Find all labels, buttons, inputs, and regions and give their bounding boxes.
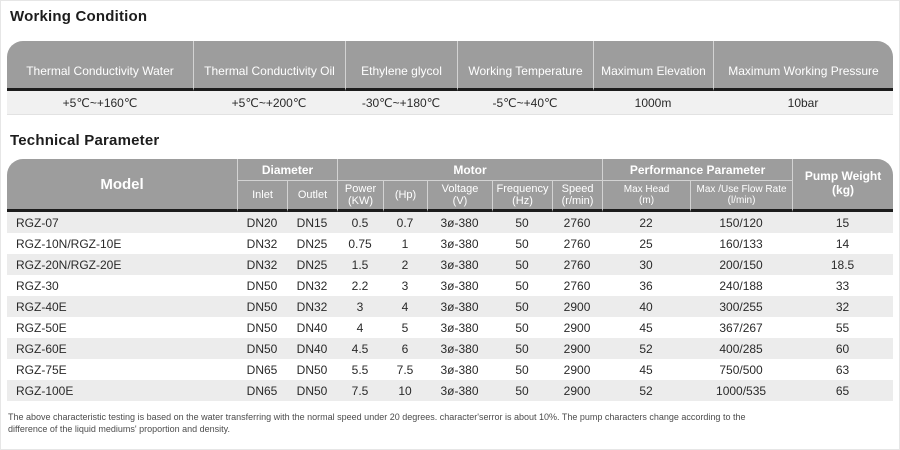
value-cell: 18.5 [792,254,893,275]
model-cell: RGZ-50E [7,317,237,338]
value-cell: 6 [383,338,427,359]
value-cell: 3ø-380 [427,233,492,254]
value-cell: 3ø-380 [427,359,492,380]
subheader-cell: Frequency (Hz) [492,181,552,212]
value-cell: 45 [602,317,690,338]
value-cell: 50 [492,296,552,317]
value-cell: 10 [383,380,427,401]
value-cell: DN32 [237,233,287,254]
value-cell: DN50 [237,296,287,317]
working-condition-title: Working Condition [10,8,148,25]
value-cell: DN50 [287,380,337,401]
value-cell: 160/133 [690,233,792,254]
pump-weight-label: Pump Weight [804,169,882,184]
value-cell: 50 [492,233,552,254]
value-cell: 15 [792,212,893,233]
table-row [7,338,893,359]
working-condition-table [7,41,893,115]
value-cell: DN65 [237,380,287,401]
value-cell: 50 [492,275,552,296]
value-cell: 45 [602,359,690,380]
technical-parameter-table [7,159,893,401]
value-cell: 1.5 [337,254,383,275]
value-cell: 40 [602,296,690,317]
header-cell-max-pressure: Maximum Working Pressure [713,41,893,91]
table-row [7,233,893,254]
subheader-cell: Speed (r/min) [552,181,602,212]
pump-weight-column-header [792,159,893,212]
subheader-cell: (Hp) [383,181,427,212]
model-cell: RGZ-20N/RGZ-20E [7,254,237,275]
value-cell: DN50 [287,359,337,380]
value-cell: DN32 [237,254,287,275]
value-cell: 50 [492,359,552,380]
motor-group-header: Motor [337,159,602,181]
value-cell: DN25 [287,254,337,275]
technical-group-header-row [7,159,893,181]
value-cell: 2900 [552,359,602,380]
value-cell: 50 [492,380,552,401]
model-cell: RGZ-60E [7,338,237,359]
value-cell: 50 [492,254,552,275]
value-cell: 14 [792,233,893,254]
subheader-cell: Outlet [287,181,337,212]
value-cell: 2 [383,254,427,275]
value-cell: 32 [792,296,893,317]
table-row [7,254,893,275]
table-row [7,296,893,317]
header-cell-working-temp: Working Temperature [457,41,593,91]
value-cell: 25 [602,233,690,254]
subheader-cell: Max /Use Flow Rate (l/min) [690,181,792,212]
value-cell: 2760 [552,233,602,254]
value-cell-ethylene-glycol: -30℃~+180℃ [345,91,457,115]
value-cell: 4.5 [337,338,383,359]
value-cell: 33 [792,275,893,296]
diameter-group-header: Diameter [237,159,337,181]
value-cell: 367/267 [690,317,792,338]
value-cell: 2760 [552,212,602,233]
model-cell: RGZ-07 [7,212,237,233]
value-cell: 0.5 [337,212,383,233]
value-cell: 50 [492,317,552,338]
value-cell: 400/285 [690,338,792,359]
value-cell: 52 [602,380,690,401]
value-cell: DN50 [237,317,287,338]
value-cell: 5 [383,317,427,338]
value-cell: 7.5 [337,380,383,401]
value-cell: 200/150 [690,254,792,275]
value-cell: 150/120 [690,212,792,233]
value-cell: 2900 [552,380,602,401]
value-cell: DN40 [287,338,337,359]
value-cell: 3ø-380 [427,296,492,317]
subheader-cell: Inlet [237,181,287,212]
header-cell-thermal-oil: Thermal Conductivity Oil [193,41,345,91]
value-cell: 30 [602,254,690,275]
value-cell: DN25 [287,233,337,254]
value-cell: 52 [602,338,690,359]
model-cell: RGZ-75E [7,359,237,380]
value-cell: 1000/535 [690,380,792,401]
header-cell-thermal-water: Thermal Conductivity Water [7,41,193,91]
table-row [7,212,893,233]
header-cell-ethylene-glycol: Ethylene glycol [345,41,457,91]
value-cell: 50 [492,338,552,359]
value-cell-max-elevation: 1000m [593,91,713,115]
value-cell: 7.5 [383,359,427,380]
value-cell: 60 [792,338,893,359]
model-column-header: Model [7,159,237,212]
value-cell: 0.75 [337,233,383,254]
header-cell-max-elevation: Maximum Elevation [593,41,713,91]
performance-group-header: Performance Parameter [602,159,792,181]
model-cell: RGZ-40E [7,296,237,317]
value-cell: DN20 [237,212,287,233]
value-cell: 3ø-380 [427,212,492,233]
value-cell: 63 [792,359,893,380]
working-condition-header-row [7,41,893,91]
value-cell: 1 [383,233,427,254]
footnote [7,411,893,435]
subheader-cell: Voltage (V) [427,181,492,212]
value-cell: DN50 [237,338,287,359]
value-cell-thermal-water: +5℃~+160℃ [7,91,193,115]
value-cell: 2900 [552,338,602,359]
value-cell: DN32 [287,275,337,296]
technical-rows [7,212,893,401]
value-cell: 3ø-380 [427,254,492,275]
table-row [7,275,893,296]
value-cell: DN50 [237,275,287,296]
value-cell: 22 [602,212,690,233]
value-cell: 2900 [552,296,602,317]
value-cell: 2900 [552,317,602,338]
value-cell: 65 [792,380,893,401]
technical-parameter-title: Technical Parameter [10,132,160,149]
value-cell: 3ø-380 [427,317,492,338]
value-cell: DN65 [237,359,287,380]
value-cell: 3 [337,296,383,317]
value-cell: 3ø-380 [427,380,492,401]
subheader-cell: Power (KW) [337,181,383,212]
value-cell: 3ø-380 [427,338,492,359]
value-cell: 3ø-380 [427,275,492,296]
pump-weight-unit: (kg) [832,183,855,197]
model-cell: RGZ-30 [7,275,237,296]
value-cell: 5.5 [337,359,383,380]
table-row [7,317,893,338]
value-cell: 0.7 [383,212,427,233]
value-cell: 50 [492,212,552,233]
working-condition-value-row [7,91,893,115]
value-cell: 300/255 [690,296,792,317]
value-cell: 2760 [552,254,602,275]
model-cell: RGZ-100E [7,380,237,401]
value-cell-max-pressure: 10bar [713,91,893,115]
value-cell: DN15 [287,212,337,233]
value-cell: 36 [602,275,690,296]
value-cell: 240/188 [690,275,792,296]
value-cell: 2.2 [337,275,383,296]
footnote-line-1: The above characteristic testing is based on the water transferring with the normal speed under 20 degrees. character'serror is about 10%. The pump characters change according to the [8,412,746,422]
table-row [7,380,893,401]
value-cell: 3 [383,275,427,296]
value-cell: 4 [337,317,383,338]
footnote-line-2: difference of the liquid mediums' proportion and density. [8,424,231,435]
value-cell: 2760 [552,275,602,296]
value-cell: 55 [792,317,893,338]
value-cell: DN32 [287,296,337,317]
value-cell: 4 [383,296,427,317]
table-row [7,359,893,380]
value-cell-thermal-oil: +5℃~+200℃ [193,91,345,115]
value-cell: 750/500 [690,359,792,380]
value-cell: DN40 [287,317,337,338]
subheader-cell: Max Head (m) [602,181,690,212]
model-cell: RGZ-10N/RGZ-10E [7,233,237,254]
value-cell-working-temp: -5℃~+40℃ [457,91,593,115]
